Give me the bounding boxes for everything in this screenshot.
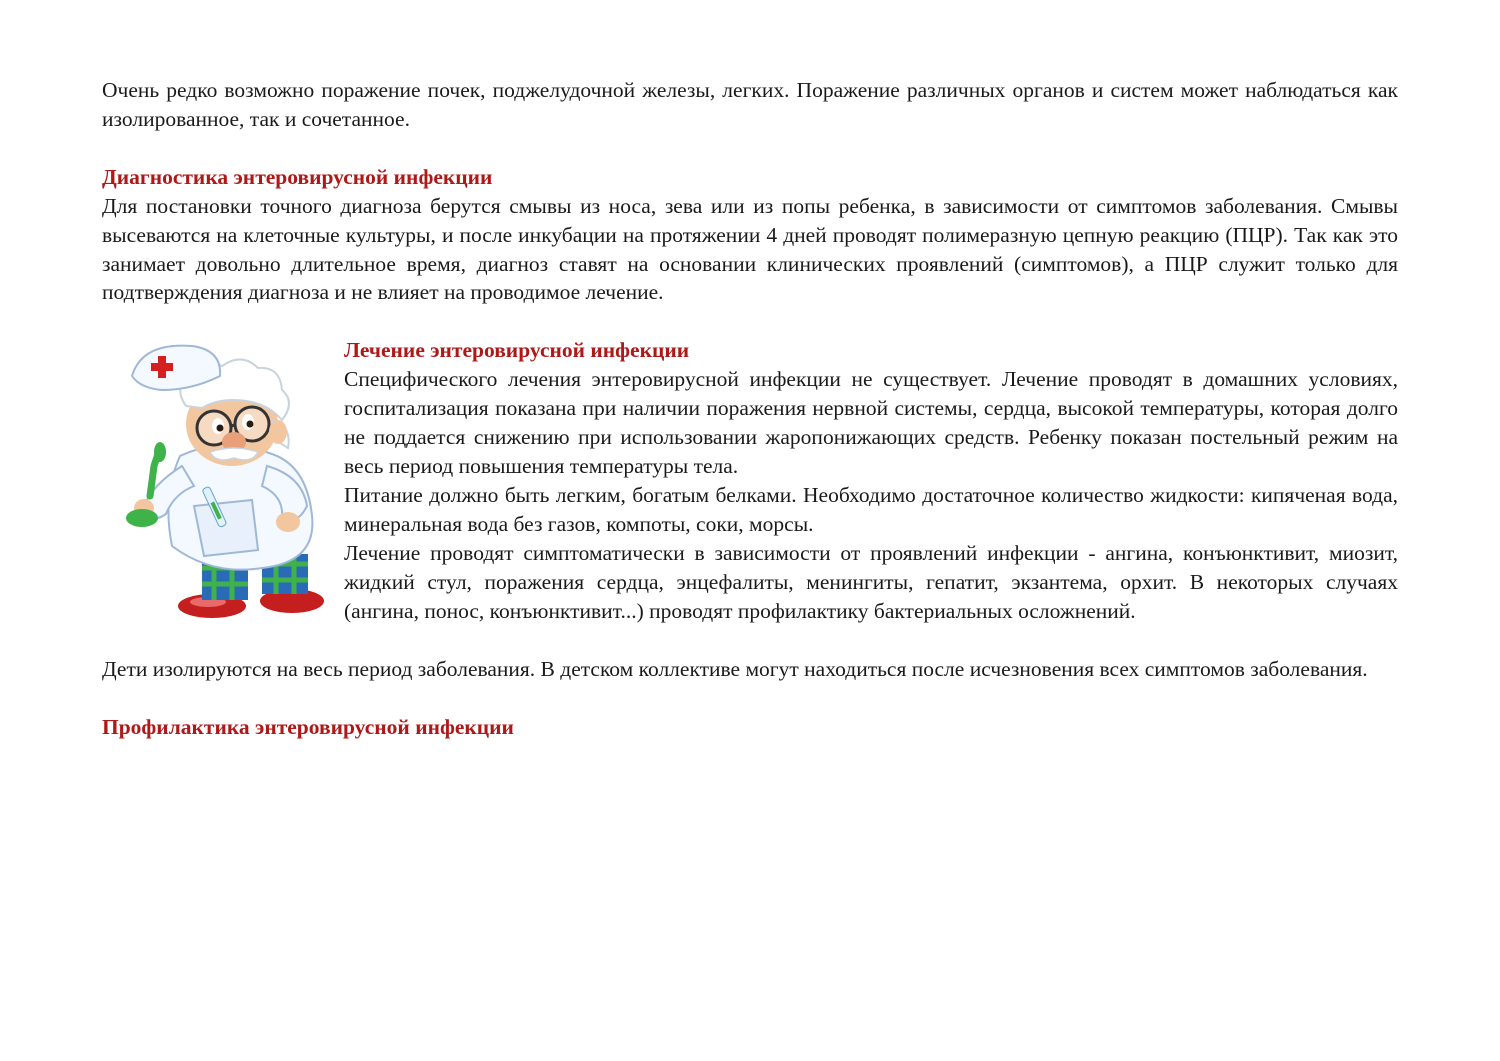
treatment-paragraph-2: Питание должно быть легким, богатым белками. Необходимо достаточное количество жидкости: кипяченая вода, минеральная вода без газов, компоты, соки, морсы. xyxy=(344,482,1398,536)
intro-paragraph: Очень редко возможно поражение почек, поджелудочной железы, легких. Поражение различных органов и систем может наблюдаться как изолированное, так и сочетанное. xyxy=(102,78,1398,131)
treatment-heading: Лечение энтеровирусной инфекции xyxy=(344,338,690,363)
cartoon-doctor-icon xyxy=(102,336,344,626)
treatment-section xyxy=(102,336,1398,626)
treatment-paragraph-1: Специфического лечения энтеровирусной инфекции не существует. Лечение проводят в домашних условиях, госпитализация показана при наличии поражения нервной системы, сердца, высокой температуры, которая долго не поддается снижению при использовании жаропонижающих средств. Ребенку показан постельный режим на весь период повышения температуры тела. xyxy=(344,367,1398,478)
isolation-paragraph: Дети изолируются на весь период заболевания. В детском коллективе могут находиться после исчезновения всех симптомов заболевания. xyxy=(102,657,1368,682)
document-body xyxy=(102,76,1398,742)
diagnostics-heading: Диагностика энтеровирусной инфекции xyxy=(102,164,493,189)
prevention-heading: Профилактика энтеровирусной инфекции xyxy=(102,715,514,740)
diagnostics-paragraph: Для постановки точного диагноза берутся смывы из носа, зева или из попы ребенка, в зависимости от симптомов заболевания. Смывы высеваются на клеточные культуры, и после инкубации на протяжении 4 дней проводят полимеразную цепную реакцию (ПЦР). Так как это занимает довольно длительное время, диагноз ставят на основании клинических проявлений (симптомов), а ПЦР служит только для подтверждения диагноза и не влияет на проводимое лечение. xyxy=(102,193,1398,305)
treatment-paragraph-3: Лечение проводят симптоматически в зависимости от проявлений инфекции - ангина, конъюнктивит, миозит, жидкий стул, поражения сердца, энцефалиты, менингиты, гепатит, экзантема, орхит. В некоторых случаях (ангина, понос, конъюнктивит...) проводят профилактику бактериальных осложнений. xyxy=(344,540,1398,623)
